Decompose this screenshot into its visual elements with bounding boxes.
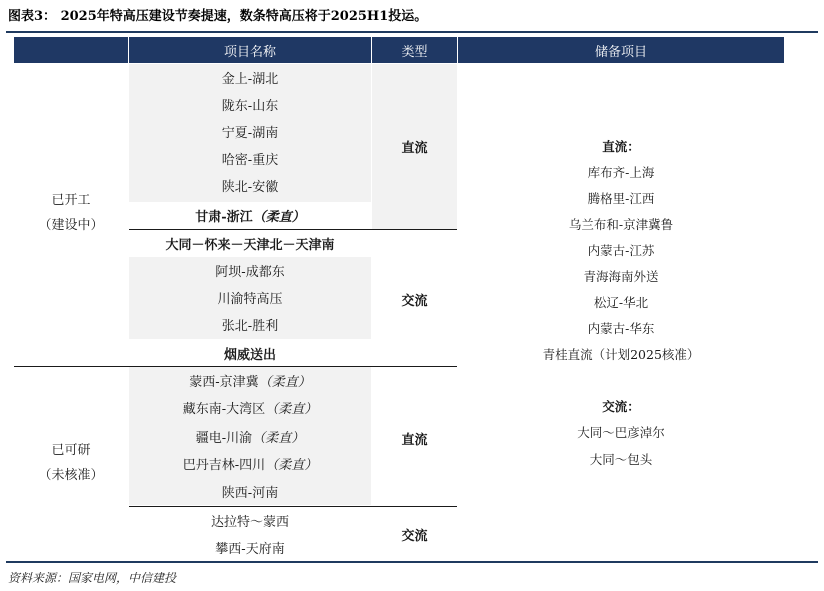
header-project-name: 项目名称 [129,37,371,63]
type-label-ac: 交流 [401,529,428,544]
reserve-dc-title: 直流： [602,139,640,154]
project-cell: 大同－怀来－天津北－天津南 [165,238,335,253]
bottom-rule [6,561,818,563]
project-cell: 陇东-山东 [221,99,279,114]
project-cell: 陕北-安徽 [221,180,279,195]
project-cell: 攀西-天府南 [215,542,285,557]
project-cell: 川渝特高压 [217,292,283,307]
reserve-ac-title: 交流： [602,399,640,414]
project-cell: 金上-湖北 [221,72,279,87]
type-label-dc: 直流 [401,141,428,156]
top-rule [6,31,818,33]
project-cell: 宁夏-湖南 [221,126,279,141]
reserve-item: 青海海南外送 [583,269,659,284]
figure-title: 图表3： 2025年特高压建设节奏提速，数条特高压将于2025H1投运。 [8,9,428,24]
reserve-item: 乌兰布和-京津冀鲁 [568,217,674,232]
group-label-feasibility: 已可研 （未核准） [38,443,104,483]
type-label-ac: 交流 [401,294,428,309]
project-cell: 张北-胜利 [221,319,279,334]
source-note: 资料来源：国家电网，中信建投 [8,571,177,585]
project-cell: 烟威送出 [223,348,276,363]
reserve-item: 内蒙古-华东 [587,321,655,336]
header-group [14,37,128,63]
project-cell: 达拉特～蒙西 [210,515,289,530]
project-cell: 疆电-川渝 （柔直） [195,431,305,446]
reserve-item: 松辽-华北 [593,295,649,310]
header-type: 类型 [372,37,457,63]
type-label-dc: 直流 [401,433,428,448]
project-cell: 藏东南-大湾区 （柔直） [182,402,318,417]
reserve-item: 青桂直流（计划2025核准） [542,347,700,362]
group-label-construction: 已开工 （建设中） [38,193,104,233]
project-cell: 蒙西-京津冀 （柔直） [189,375,311,390]
reserve-item: 大同～巴彦淖尔 [577,425,665,440]
reserve-item: 库布齐-上海 [587,165,655,180]
project-cell: 哈密-重庆 [221,153,279,168]
reserve-item: 腾格里-江西 [587,191,655,206]
project-cell: 陕西-河南 [221,486,279,501]
reserve-item: 内蒙古-江苏 [587,243,655,258]
project-cell-flex: 甘肃-浙江 （柔直） [195,210,305,225]
header-reserve: 储备项目 [458,37,784,63]
project-cell: 阿坝-成都东 [215,265,285,280]
project-cell: 巴丹吉林-四川 （柔直） [182,458,318,473]
reserve-item: 大同～包头 [589,452,653,467]
